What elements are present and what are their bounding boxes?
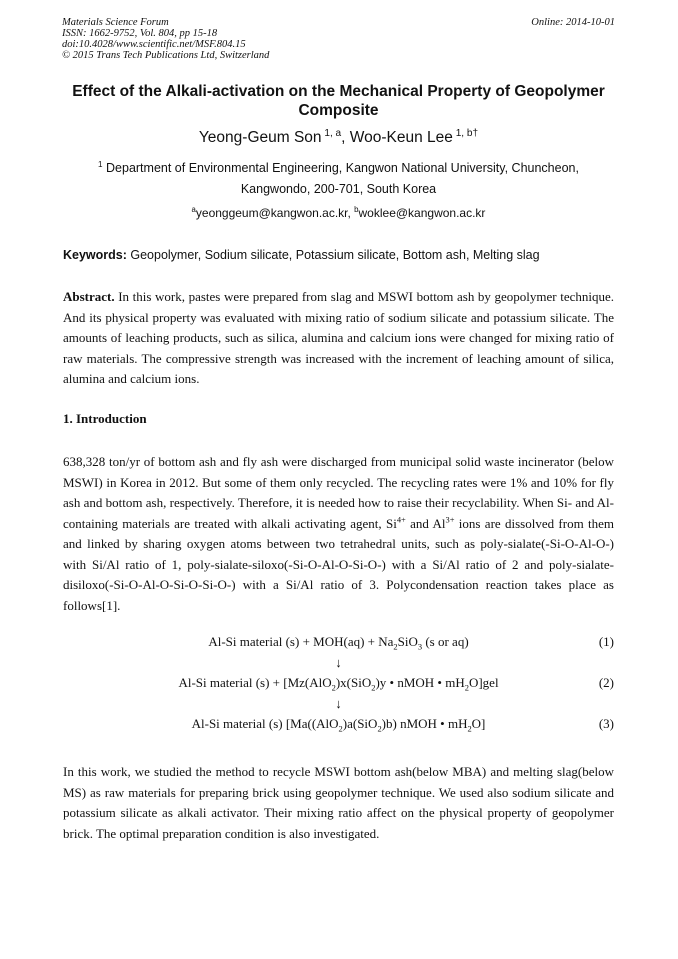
abstract-label: Abstract. bbox=[63, 289, 115, 304]
equation-3: Al-Si material (s) [Ma((AlO$_2$)a(SiO$_2$)b) nMOH • $mH_2O$] (3) bbox=[191, 716, 614, 734]
affiliation bbox=[62, 158, 615, 200]
author-1-affiliation-mark: 1, a bbox=[324, 127, 342, 139]
author-line: Yeong-Geum Son $^{1, a}$, Woo-Keun Lee $^{1, b\dagger}$ bbox=[198, 127, 479, 146]
equation-number: (3) bbox=[598, 716, 614, 731]
issn-line: ISSN: 1662-9752, Vol. 804, pp 15-18 bbox=[62, 28, 218, 39]
doi-line: doi:10.4028/www.scientific.net/MSF.804.15 bbox=[62, 39, 246, 50]
keywords-label: Keywords: bbox=[63, 248, 127, 262]
author-2-affiliation-mark: 1, b bbox=[455, 127, 473, 139]
down-arrow-icon: ↓ bbox=[335, 655, 342, 670]
online-date: Online: 2014-10-01 bbox=[531, 17, 615, 28]
journal-name: Materials Science Forum bbox=[62, 17, 169, 28]
email-b[interactable]: woklee@kangwon.ac.kr bbox=[358, 206, 486, 220]
journal-header bbox=[62, 17, 269, 61]
keywords bbox=[63, 248, 540, 263]
corresponding-dagger: † bbox=[472, 127, 479, 139]
copyright-line: © 2015 Trans Tech Publications Ltd, Switzerland bbox=[62, 50, 270, 61]
abstract bbox=[63, 287, 614, 390]
section-heading-introduction: 1. Introduction bbox=[63, 411, 147, 426]
email-a[interactable]: yeonggeum@kangwon.ac.kr bbox=[195, 206, 348, 220]
down-arrow-icon: ↓ bbox=[335, 696, 342, 711]
study-aim-paragraph: In this work, we studied the method to recycle MSWI bottom ash(below MBA) and melting slag(below MS) as raw materials for preparing brick using geopolymer technique. We used also sodium silicate and potassium silicate as alkali activator. Their mixing ratio affect on the physical property of geopolymer brick. The optimal preparation condition is also investigated. bbox=[63, 764, 614, 841]
equations-block bbox=[63, 634, 614, 737]
affiliation-text: Department of Environmental Engineering, Kangwon National University, Chuncheon, Kangwondo, 200-701, South Korea bbox=[106, 161, 579, 196]
equation-1: Al-Si material $(s) + MOH(aq) + Na_2SiO_3$ (s or aq) (1) bbox=[208, 634, 614, 652]
equation-number: (2) bbox=[598, 675, 614, 690]
equation-number: (1) bbox=[598, 634, 614, 649]
affiliation-mark: 1 bbox=[98, 159, 103, 169]
email-line: $^a$yeonggeum@kangwon.ac.kr, $^b$woklee@kangwon.ac.kr bbox=[191, 205, 486, 220]
paper-title: Effect of the Alkali-activation on the Mechanical Property of Geopolymer Composite bbox=[72, 83, 605, 119]
abstract-text: In this work, pastes were prepared from slag and MSWI bottom ash by geopolymer technique. And its physical property was evaluated with mixing ratio of sodium silicate and potassium silicate. The amounts of leaching products, such as silica, alumina and calcium ions were changed for mixing ratio of raw materials. The compressive strength was increased with the increment of leaching amount of silica, alumina and calcium ions. bbox=[63, 289, 614, 386]
author-1: Yeong-Geum Son bbox=[198, 129, 322, 146]
author-2: Woo-Keun Lee bbox=[349, 129, 453, 146]
keywords-text: Geopolymer, Sodium silicate, Potassium silicate, Bottom ash, Melting slag bbox=[126, 248, 540, 262]
introduction-paragraph: 638,328 ton/yr of bottom ash and fly ash were discharged from municipal solid waste incinerator (below MSWI) in Korea in 2012. But some of them only recycled. The recycling rates were 1% and 10% for fly ash and bottom ash, respectively. Therefore, it is needed how to raise their recyclability. When Si- and Al-containing materials are treated with alkali activating agent, $Si^{4+}$ and $Al^{3+}$ ions are dissolved from them and linked by sharing oxygen atoms between two tetrahedral units, such as poly-sialate(-Si-O-Al-O-) with Si/Al ratio of 1, poly-sialate-siloxo(-Si-O-Al-O-Si-O-) with a Si/Al ratio of 2 and poly-sialate-disiloxo(-Si-O-Al-O-Si-O-Si-O-) with a Si/Al ratio of 3. Polycondensation reaction takes place as follows[1]. bbox=[63, 454, 614, 613]
equation-2: Al-Si material (s) + [Mz(AlO$_2$)x(SiO$_2$)y • nMOH • $mH_2O]gel$ (2) bbox=[178, 675, 614, 693]
